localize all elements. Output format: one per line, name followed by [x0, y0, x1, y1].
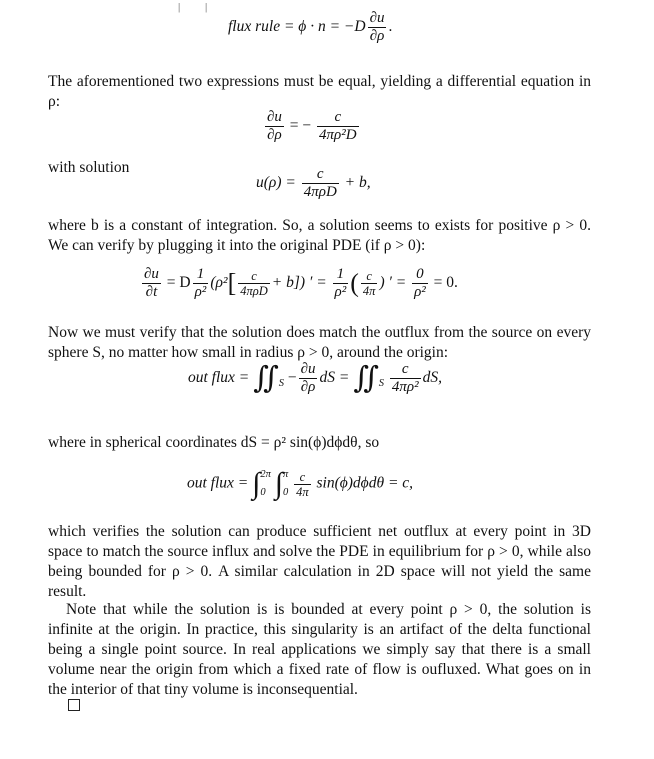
paragraph-differential-equation: The aforementioned two expressions must be equal, yielding a differential equation in ρ:: [48, 73, 591, 110]
flux-rule-equation: flux rule = ϕ · n = −D $\frac{\partial u}{\partial\rho}$ .: [228, 10, 393, 44]
cropped-previous-line: | |: [178, 1, 208, 13]
flux-rule-fraction: $\frac{\partial u}{\partial\rho}$: [369, 10, 385, 44]
double-integral-symbol: ∬: [253, 361, 279, 395]
paragraph-verify-outflux: Now we must verify that the solution does match the outflux from the source on every sphere S, no matter how small in radius ρ > 0, around the origin:: [48, 324, 591, 361]
solution-equation: u(ρ) = $\frac{c}{\text{4πρD}}$ + b,: [256, 166, 371, 200]
integral-symbol-phi: ∫: [274, 467, 283, 500]
qed-square-icon: [68, 699, 80, 711]
paragraph-singularity-note: Note that while the solution is is bounded at every point ρ > 0, the solution is infinite at the origin. In practice, this singularity is an artifact of the delta functional being a single point source. In real applications we simply say that there is a small volume near the origin from which a fixed rate of flow is oufluxed. What goes on in the interior of that tiny volume is inconsequential.: [48, 601, 591, 698]
paragraph-spherical-coordinates: where in spherical coordinates dS = ρ² sin(ϕ)dϕdθ, so: [48, 434, 380, 451]
flux-rule-lhs: flux rule = ϕ · n = −D: [228, 18, 366, 36]
integral-symbol-theta: ∫: [252, 467, 261, 500]
paragraph-constant-of-integration: where b is a constant of integration. So, a solution seems to exists for positive ρ > 0. We can verify by plugging it into the original PDE (if ρ > 0):: [48, 217, 591, 254]
paragraph-net-outflux: which verifies the solution can produce sufficient net outflux at every point in 3D space to match the source influx and solve the PDE in equilibrium for ρ > 0, while also being bounded for ρ > 0. A similar calculation in 2D space will not yield the same result.: [48, 523, 591, 600]
outflux-surface-integral: out flux = $∬_S$ − $\frac{\partial u}{\partial\rho}$ dS = $∬_S$ $\frac{c}{\text{4πρ²}}$ dS,: [188, 361, 442, 395]
derivative-equation: $\frac{\partial u}{\partial\rho}$ = − $\frac{c}{\text{4πρ²D}}$: [267, 109, 357, 143]
pde-check-equation: $\frac{\partial u}{\partial t}$ = D $\frac{1}{\text{ρ²}}$ (ρ²[ $\frac{c}{\text{4πρD}}$ + b]) ′ = $\frac{1}{\text{ρ²}}$ ( $\frac{c}{4\pi}$ ) ′ = $\frac{0}{\text{ρ²}}$ = 0.: [144, 266, 458, 300]
paragraph-with-solution: with solution: [48, 159, 130, 176]
outflux-spherical-integral: out flux = ∫ 2π 0 ∫ π 0 $\frac{c}{4\pi}$ sin(ϕ)dϕdθ = c,: [187, 467, 414, 500]
